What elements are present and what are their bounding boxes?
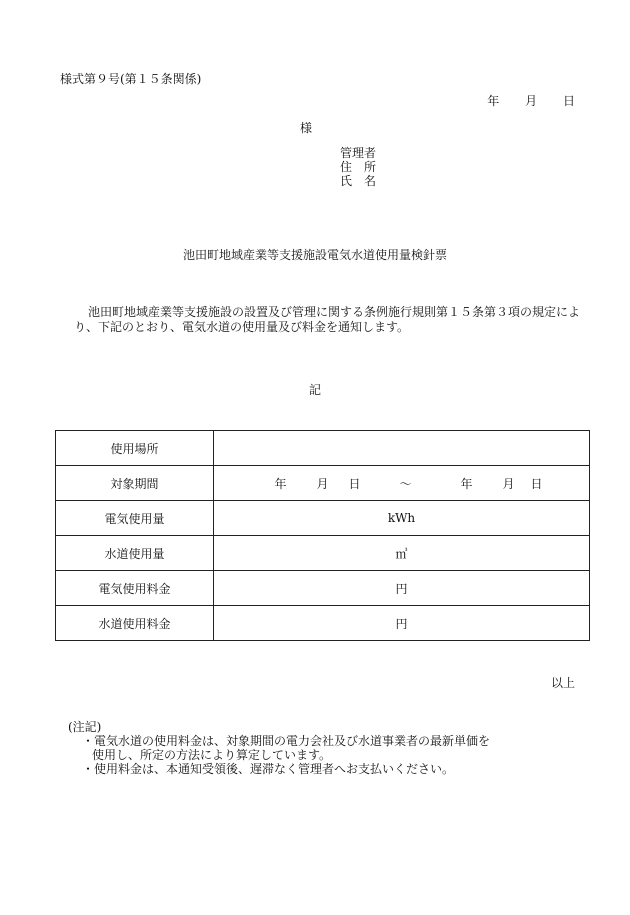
row-value-water-fee: 円 <box>214 606 590 641</box>
form-number: 様式第９号(第１５条関係) <box>60 72 202 86</box>
row-value-electricity-usage: kWh <box>214 501 590 536</box>
period-start-year: 年 <box>274 476 287 491</box>
usage-table <box>55 430 590 641</box>
period-end-day: 日 <box>530 476 543 491</box>
table-row <box>56 536 590 571</box>
manager-title: 管理者 <box>340 146 377 160</box>
date-month: 月 <box>525 94 538 108</box>
table-row <box>56 431 590 466</box>
row-label-water-fee: 水道使用料金 <box>56 606 214 641</box>
row-label-water-usage: 水道使用量 <box>56 536 214 571</box>
notes-block <box>68 720 490 776</box>
row-label-location: 使用場所 <box>56 431 214 466</box>
document-title: 池田町地域産業等支援施設電気水道使用量検針票 <box>182 248 447 262</box>
table-row <box>56 501 590 536</box>
closing-mark: 以上 <box>550 676 575 690</box>
period-tilde: ～ <box>399 476 412 491</box>
addressee-suffix: 様 <box>300 121 313 135</box>
note-item-1-line-1: ・電気水道の使用料金は、対象期間の電力会社及び水道事業者の最新単価を <box>82 734 491 748</box>
issue-date <box>465 94 575 108</box>
ki-heading: 記 <box>308 383 321 397</box>
table-row <box>56 571 590 606</box>
row-label-period: 対象期間 <box>56 466 214 501</box>
date-year: 年 <box>487 94 500 108</box>
note-item-1-line-2: 使用し、所定の方法により算定しています。 <box>92 748 332 762</box>
manager-address-label: 住 所 <box>340 160 377 174</box>
row-value-electricity-fee: 円 <box>214 571 590 606</box>
table-row <box>56 606 590 641</box>
table-row <box>56 466 590 501</box>
row-value-period <box>214 466 590 501</box>
date-day: 日 <box>562 94 575 108</box>
row-label-electricity-usage: 電気使用量 <box>56 501 214 536</box>
manager-name-label: 氏 名 <box>340 174 377 188</box>
note-item-2: ・使用料金は、本通知受領後、遅滞なく管理者へお支払いください。 <box>82 762 455 776</box>
row-value-water-usage: ㎥ <box>214 536 590 571</box>
manager-block <box>340 146 376 188</box>
notice-body: 池田町地域産業等支援施設の設置及び管理に関する条例施行規則第１５条第３項の規定により、下記のとおり、電気水道の使用量及び料金を通知します。 <box>74 305 581 334</box>
period-start-month: 月 <box>316 476 329 491</box>
period-end-month: 月 <box>502 476 515 491</box>
row-value-location <box>214 431 590 466</box>
notes-heading: (注記) <box>68 720 102 734</box>
row-label-electricity-fee: 電気使用料金 <box>56 571 214 606</box>
period-start-day: 日 <box>348 476 361 491</box>
period-end-year: 年 <box>460 476 473 491</box>
